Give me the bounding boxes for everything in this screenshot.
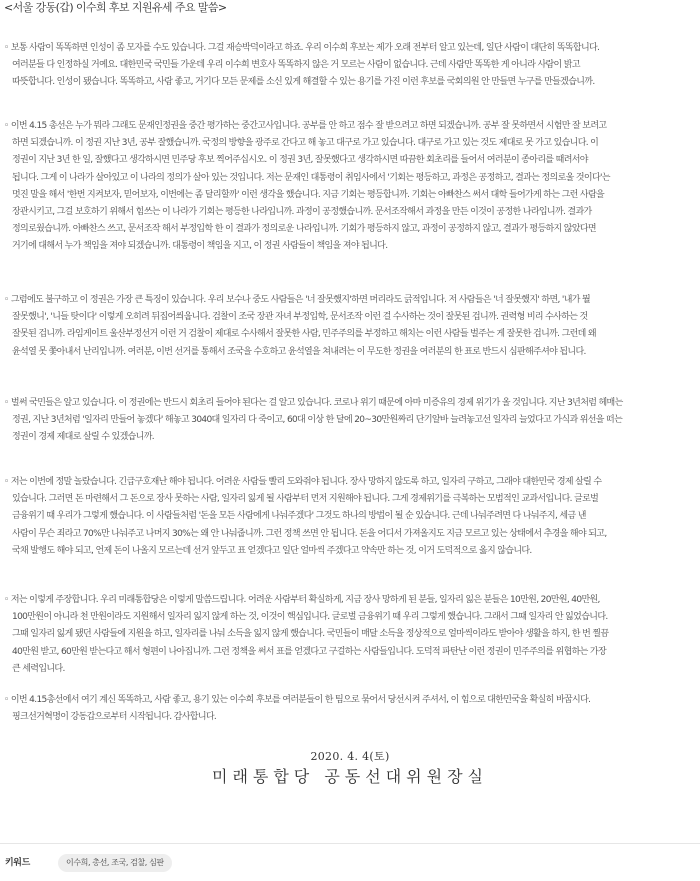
- paragraph-line: ◦ 벌써 국민들은 알고 있습니다. 이 정권에는 반드시 회초리 들어야 된다는 걸 알고 있습니다. 코로나 위기 때문에 아마 미증유의 경제 위기가 올 것입니다. 지난 3년처럼 헤매는: [4, 398, 623, 408]
- paragraph-line: ◦ 이번 4.15총선에서 여기 계신 똑똑하고, 사람 좋고, 용기 있는 이수희 후보를 여러분들이 한 팀으로 묶어서 당선시켜 주셔서, 이 힘으로 대한민국을 확실히 바꿉시다.: [4, 695, 591, 705]
- paragraph-3: [4, 292, 684, 361]
- paragraph-6: [4, 592, 684, 678]
- paragraph-line: 윤석열 못 쫓아내서 난리입니까. 여러분, 이번 선거를 통해서 조국을 수호하고 윤석열을 쳐내려는 이 무도한 정권을 여러분의 한 표로 반드시 심판해주셔야 됩니다.: [12, 346, 586, 357]
- paragraph-line: 장관시키고, 그걸 보호하기 위해서 힘쓰는 이 나라가 기회는 평등한 나라입니까. 과정이 공정했습니까. 문서조작해서 과정을 만든 이것이 공정한 나라입니까. 결과가: [12, 207, 592, 218]
- paragraph-line: ◦ 보통 사람이 똑똑하면 인성이 좀 모자를 수도 있습니다. 그걸 재승박덕이라고 하죠. 우리 이수희 후보는 제가 오래 전부터 알고 있는데, 일단 사람이 대단히 똑똑합니다.: [4, 43, 600, 53]
- paragraph-5: [4, 474, 684, 560]
- paragraph-line: ◦ 저는 이번에 정말 놀랐습니다. 긴급구호재난 해야 됩니다. 어려운 사람들 빨리 도와줘야 됩니다. 장사 망하지 않도록 하고, 일자리 구하고, 그래야 대한민국 경제 살릴 수: [4, 477, 602, 487]
- paragraph-line: 잘못했니', '니들 탓이다' 이렇게 오히려 뒤집어씌웁니다. 검찰이 조국 장관 자녀 부정입학, 문서조작 이런 걸 수사하는 것이 잘못된 겁니까. 권력형 비리 수사하는 것: [12, 312, 588, 323]
- paragraph-line: 됩니다. 그게 이 나라가 살아있고 이 나라의 정의가 살아 있는 것입니다. 저는 문재인 대통령이 취임사에서 '기회는 평등하고, 과정은 공정하고, 결과는 정의로울 것이다'는: [12, 172, 610, 183]
- paragraph-line: 100만원이 아니라 천 만원이라도 지원해서 일자리 잃지 않게 하는 것, 이것이 핵심입니다. 글로벌 금융위기 때 우리 그렇게 했습니다. 그래서 그때 일자리 안 잃었습니다.: [12, 612, 608, 623]
- keyword-bar: [0, 843, 700, 881]
- paragraph-line: 금융위기 때 우리가 그렇게 했습니다. 이 사람들처럼 '돈을 모든 사람에게 나눠주겠다' 그것도 하나의 방법이 될 순 있습니다. 근데 나눠주려면 다 나눠주지, 세금 낸: [12, 511, 586, 522]
- paragraph-line: 잘못된 겁니까. 라임게이트 울산부정선거 이런 거 검찰이 제대로 수사해서 잘못한 사람, 민주주의를 부정하고 해치는 이런 사람들 벌주는 게 잘못한 겁니까. 그런데 왜: [12, 329, 596, 340]
- paragraph-line: 정권이 지난 3년 한 일, 잘했다고 생각하시면 민주당 후보 찍어주십시오. 이 정권 3년, 잘못했다고 생각하시면 따끔한 회초리를 들어서 여러분이 종아리를 때려서야: [12, 155, 588, 166]
- paragraph-line: 정의로웠습니까. 아빠찬스 쓰고, 문서조작 해서 부정입학 한 이 결과가 정의로운 나라입니까. 기회가 평등하지 않고, 과정이 공정하지 않고, 결과가 평등하지 않았다면: [12, 224, 596, 235]
- paragraph-line: ◦ 이번 4.15 총선은 누가 뭐라 그래도 문재인정권을 중간 평가하는 중간고사입니다. 공부를 안 하고 점수 잘 받으려고 하면 되겠습니까. 공부 잘 못하면서 시험만 잘 보려고: [4, 121, 607, 131]
- paragraph-line: 거기에 대해서 누가 책임을 져야 되겠습니까. 대통령이 책임을 지고, 이 정권 사람들이 책임을 져야 됩니다.: [12, 241, 388, 252]
- keyword-chip[interactable]: 이수희, 총선, 조국, 검찰, 심판: [58, 854, 172, 872]
- paragraph-line: 여러분들 다 인정하실 거예요. 대한민국 국민들 가운데 우리 이수희 변호사 똑똑하지 않은 거 모르는 사람이 없습니다. 근데 사람만 똑똑한 게 아니라 사람이 밝고: [12, 60, 580, 71]
- document-title: <서울 강동(갑) 이수희 후보 지원유세 주요 말씀>: [4, 1, 227, 14]
- paragraph-line: 핑크선거혁명이 강동갑으로부터 시작됩니다. 감사합니다.: [12, 712, 217, 723]
- paragraph-2: [4, 118, 684, 256]
- paragraph-line: 따뜻합니다. 인성이 됐습니다. 똑똑하고, 사람 좋고, 거기다 모든 문제를 소신 있게 해결할 수 있는 용기를 가진 이런 후보를 국회의원 안 만들면 누구를 만들겠습니까.: [12, 77, 595, 88]
- paragraph-line: ◦ 저는 이렇게 주장합니다. 우리 미래통합당은 이렇게 말씀드립니다. 어려운 사람부터 확실하게, 지금 장사 망하게 된 분들, 일자리 잃은 분들은 10만원, 20만원, 40만원,: [4, 595, 600, 605]
- paragraph-1: [4, 40, 684, 92]
- paragraph-line: 국채 발행도 해야 되고, 언제 돈이 나올지 모르는데 선거 앞두고 표 얻겠다고 일단 얼마씩 주겠다고 약속만 하는 것, 이거 도덕적으로 옳지 않습니다.: [12, 545, 532, 556]
- release-date: 2020. 4. 4(토): [310, 750, 390, 763]
- paragraph-line: 사람이 무슨 죄라고 70%만 나눠주고 나머지 30%는 왜 안 나눠줍니까. 그런 정책 쓰면 안 됩니다. 돈을 어디서 가져올지도 지금 모르고 있는 상태에서 추경을 해야 되고,: [12, 528, 607, 539]
- paragraph-line: ◦ 그럼에도 불구하고 이 정권은 가장 큰 특징이 있습니다. 우리 보수나 중도 사람들은 '너 잘못했지'하면 머리라도 긁적입니다. 저 사람들은 '너 잘못했지' 하면, '내가 뭘: [4, 295, 591, 305]
- paragraph-line: 멋진 말을 해서 '한번 지켜보자, 믿어보자, 이번에는 좀 달리할까' 이런 생각을 했습니다. 지금 기회는 평등합니까. 기회는 아빠찬스 써서 대학 들어가게 하는 그런 사람을: [12, 189, 605, 200]
- paragraph-line: 있습니다. 그러면 돈 마련해서 그 돈으로 장사 못하는 사람, 일자리 잃게 될 사람부터 먼저 지원해야 됩니다. 그게 경제위기를 극복하는 모범적인 교과서입니다. 글로벌: [12, 494, 599, 505]
- paragraph-line: 정권, 지난 3년처럼 '일자리 만들어 놓겠다' 해놓고 3040대 일자리 다 죽이고, 60대 이상 한 달에 20~30만원짜리 단기알바 늘려놓고선 일자리 늘었다고 가식과 위선을 떠는: [12, 415, 623, 426]
- issuer-signature: 미래통합당 공동선대위원장실: [211, 767, 488, 786]
- paragraph-line: 그때 일자리 잃게 됐던 사람들에 지원을 하고, 일자리를 나눠 소득을 잃지 않게 했습니다. 국민들이 매달 소득을 정상적으로 얼마씩이라도 받아야 생활을 하지, 한 번 찔끔: [12, 629, 609, 640]
- paragraph-line: 하면 되겠습니까. 이 정권 지난 3년, 공부 잘했습니까. 국정의 방향을 광주로 간다고 해 놓고 대구로 가고 있습니다. 대구로 가고 있는 것도 제대로 못 가고 있습니다. 이: [12, 138, 599, 149]
- paragraph-4: [4, 395, 684, 447]
- paragraph-7: [4, 692, 684, 726]
- keyword-label: 키워드: [5, 858, 30, 868]
- paragraph-line: 큰 세력입니다.: [12, 663, 65, 674]
- paragraph-line: 정권이 경제 제대로 살릴 수 있겠습니까.: [12, 432, 154, 443]
- paragraph-line: 40만원 받고, 60만원 받는다고 해서 형편이 나아집니까. 그런 정책을 써서 표를 얻겠다고 구걸하는 사람들입니다. 도덕적 파탄난 이런 정권이 민주주의를 위협하는 가장: [12, 646, 607, 657]
